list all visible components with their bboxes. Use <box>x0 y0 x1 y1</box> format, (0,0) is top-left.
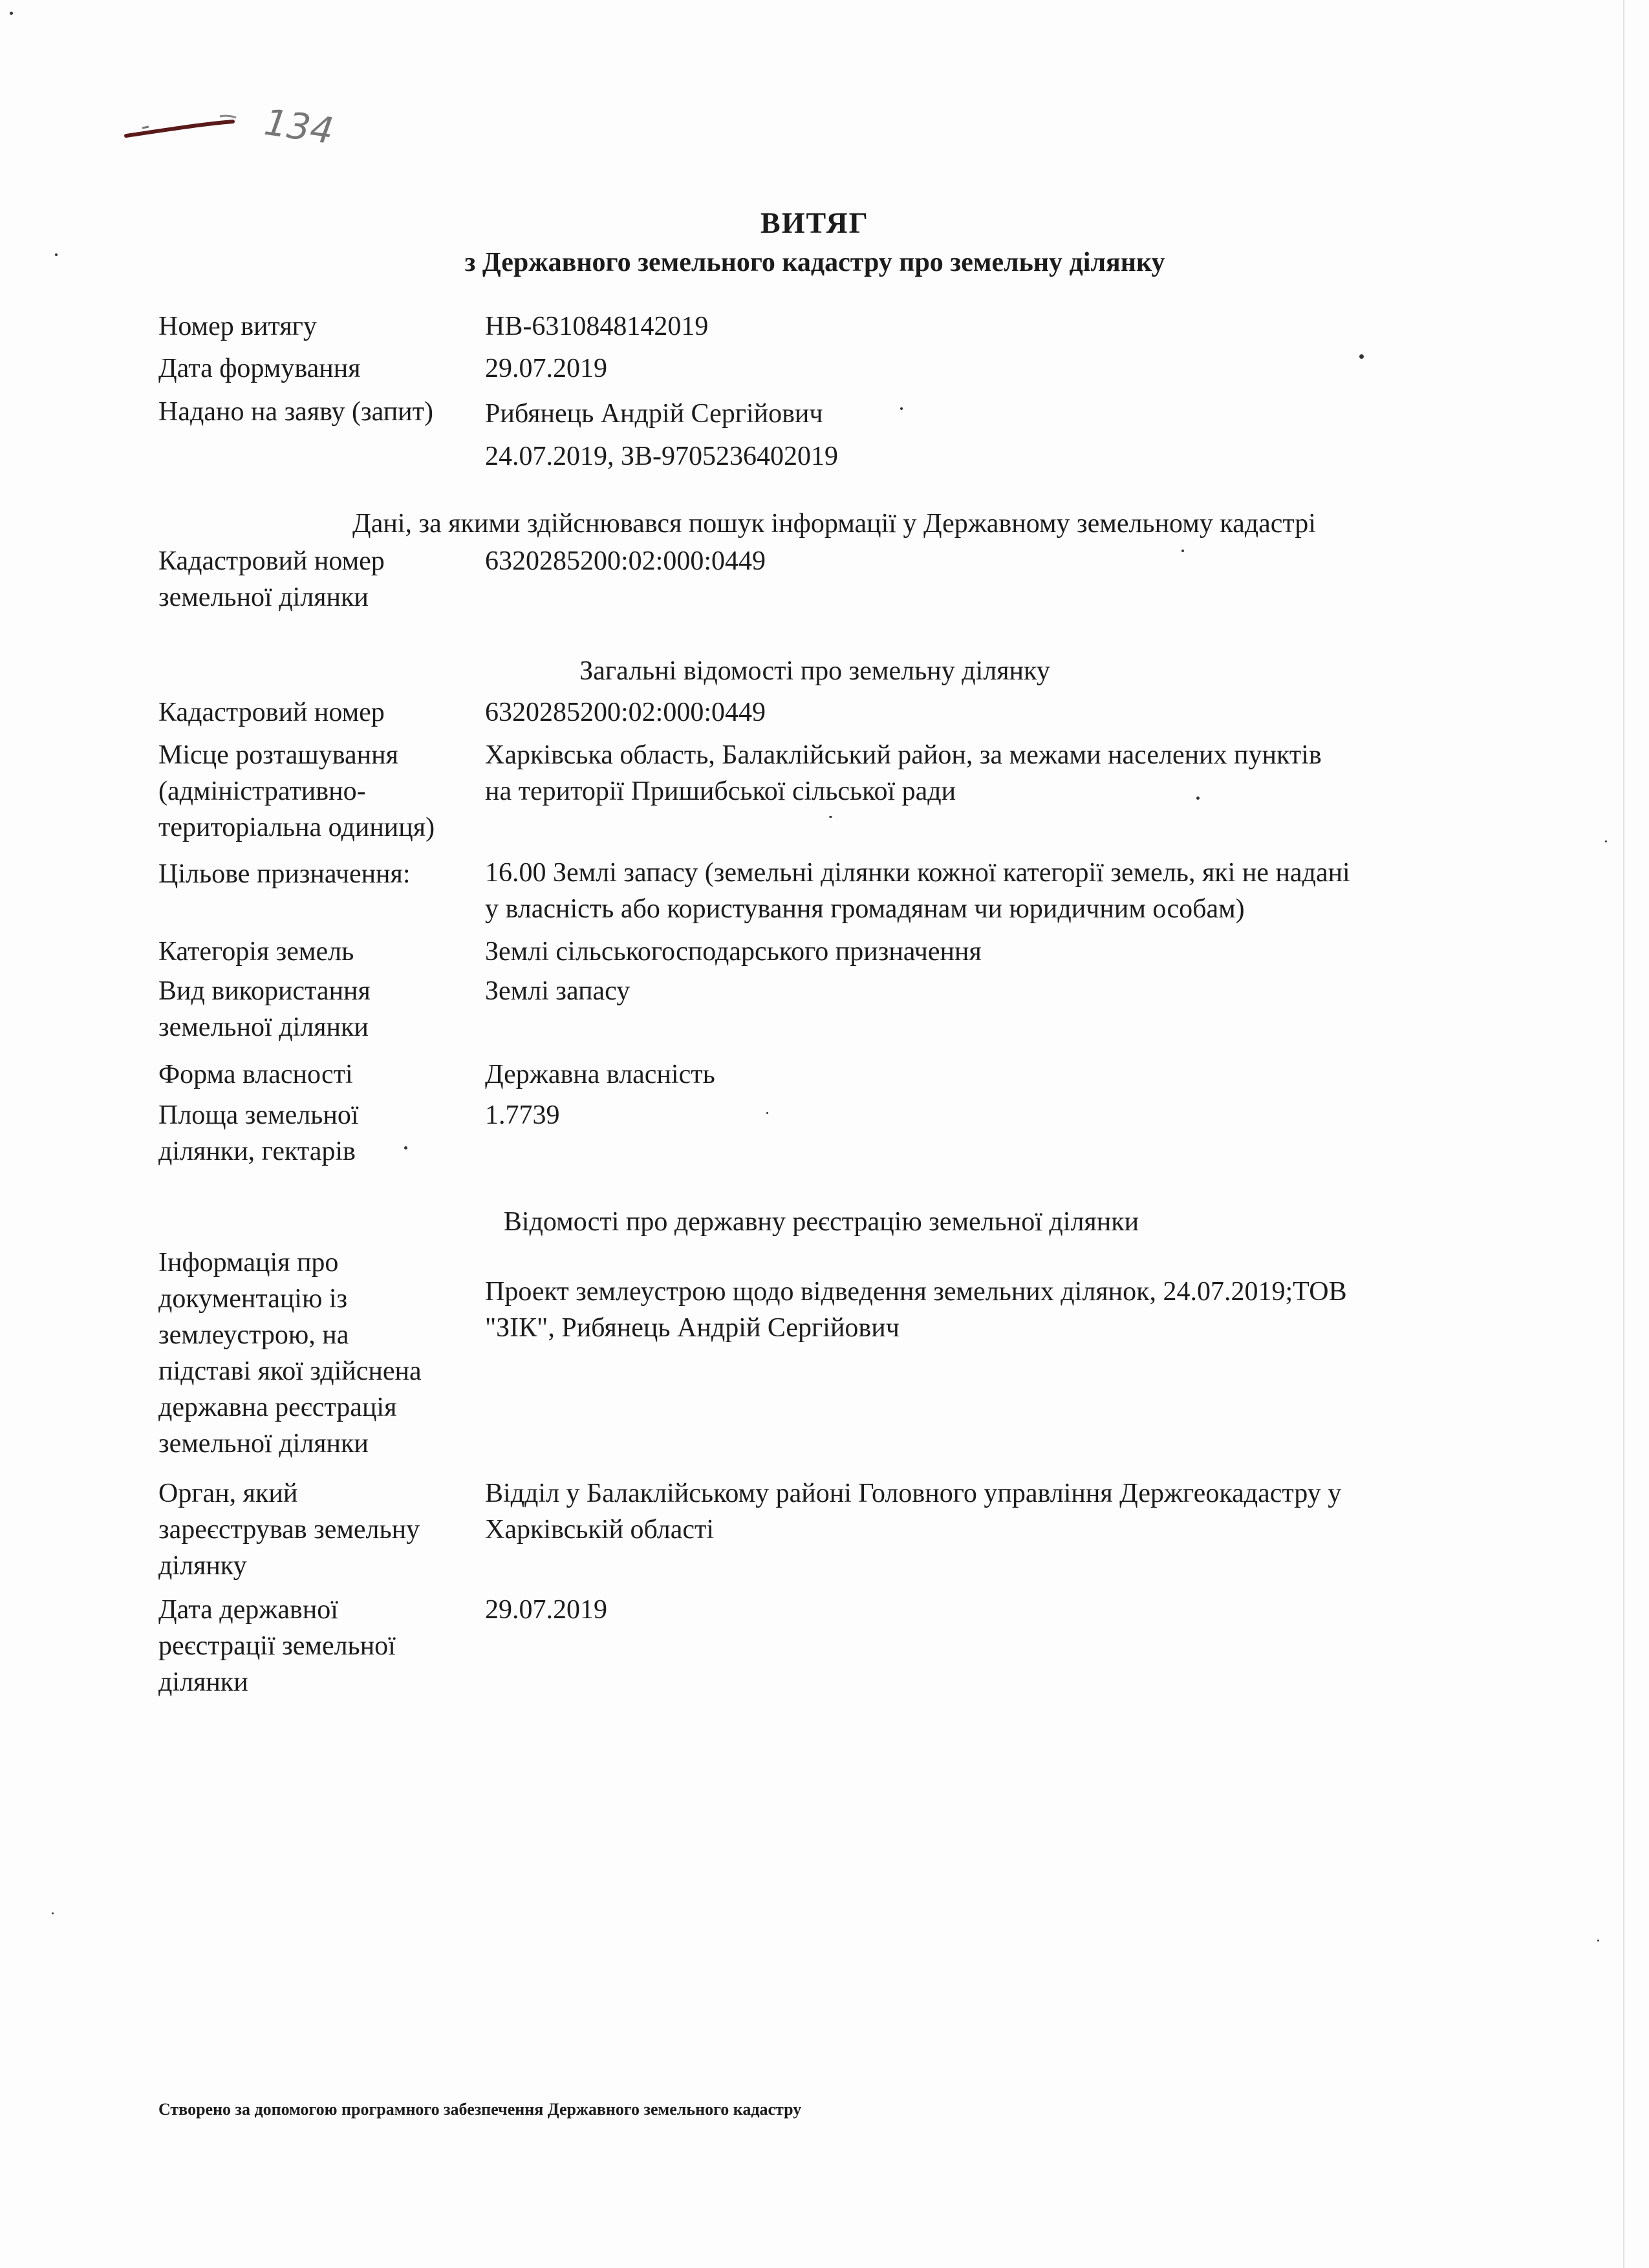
ownership-label: Форма власності <box>158 1060 353 1089</box>
scan-speck <box>1605 840 1607 842</box>
scan-speck <box>1181 550 1184 552</box>
usage-type-row <box>158 973 1510 1051</box>
search-cadastral-value: 6320285200:02:000:0449 <box>485 546 766 576</box>
area-value: 1.7739 <box>485 1100 560 1130</box>
purpose-value: 16.00 Землі запасу (земельні ділянки кожної категорії земель, які не надані у власність або користування громадянам чи юридичним особам) <box>485 858 1350 924</box>
handwritten-number: 134 <box>261 101 336 153</box>
extract-number-value: НВ-6310848142019 <box>485 312 709 341</box>
formation-date-label: Дата формування <box>158 354 361 383</box>
area-row <box>158 1097 1510 1175</box>
land-category-value: Землі сільськогосподарського призначення <box>485 937 982 967</box>
extract-number-label: Номер витягу <box>158 312 317 341</box>
registration-date-row <box>158 1592 1510 1708</box>
general-section-heading: Загальні відомості про земельну ділянку <box>579 656 1050 686</box>
request-row <box>158 392 1510 476</box>
scan-speck <box>1597 1940 1599 1942</box>
cadastral-number-row <box>158 693 1510 732</box>
scan-speck <box>766 1112 768 1114</box>
location-label: Місце розташування (адміністративно- територіальна одиниця) <box>158 740 435 842</box>
scan-speck <box>829 816 832 818</box>
cadastral-number-label: Кадастровий номер <box>158 698 385 727</box>
location-value: Харківська область, Балаклійський район, за межами населених пунктів на території Пришибської сільської ради <box>485 740 1322 806</box>
cadastral-number-value: 6320285200:02:000:0449 <box>485 698 766 727</box>
usage-type-value: Землі запасу <box>485 976 630 1006</box>
scan-speck <box>10 12 13 15</box>
document-title: ВИТЯГ <box>760 206 869 239</box>
scan-edge <box>1623 0 1624 2268</box>
registration-section-heading: Відомості про державну реєстрацію земельної ділянки <box>503 1207 1139 1237</box>
handwritten-mark <box>123 97 356 155</box>
registering-body-value: Відділ у Балаклійському районі Головного управління Держгеокадастру у Харківській області <box>485 1479 1342 1545</box>
purpose-label: Цільове призначення: <box>158 859 411 889</box>
footer-note: Створено за допомогою програмного забезпечення Державного земельного кадастру <box>158 2100 802 2119</box>
registration-date-value: 29.07.2019 <box>485 1595 607 1625</box>
handwritten-page-number <box>123 97 356 155</box>
request-label: Надано на заяву (запит) <box>158 397 433 427</box>
scan-speck <box>1196 797 1200 800</box>
land-category-row <box>158 932 1510 971</box>
search-cadastral-row <box>158 543 1510 621</box>
documentation-value: Проект землеустрою щодо відведення земельних ділянок, 24.07.2019;ТОВ "ЗІК", Рибянець Андрій Сергійович <box>485 1277 1347 1343</box>
registering-body-row <box>158 1475 1510 1592</box>
location-row <box>158 737 1510 853</box>
usage-type-label: Вид використання земельної ділянки <box>158 976 371 1042</box>
formation-date-row <box>158 349 1510 388</box>
document-subtitle: з Державного земельного кадастру про земельну ділянку <box>464 248 1165 277</box>
scan-speck <box>55 253 58 256</box>
request-value: Рибянець Андрій Сергійович 24.07.2019, ЗВ-9705236402019 <box>485 399 839 471</box>
land-category-label: Категорія земель <box>158 937 354 967</box>
scan-speck <box>900 407 903 410</box>
search-section-heading: Дані, за якими здійснювався пошук інформації у Державному земельному кадастрі <box>352 509 1316 539</box>
scan-speck <box>1359 354 1364 359</box>
documentation-row <box>158 1245 1510 1471</box>
registering-body-label: Орган, який зареєстрував земельну ділянку <box>158 1479 420 1581</box>
formation-date-value: 29.07.2019 <box>485 354 607 383</box>
ownership-value: Державна власність <box>485 1060 715 1089</box>
scan-speck <box>52 1912 54 1914</box>
registration-date-label: Дата державної реєстрації земельної ділянки <box>158 1595 396 1697</box>
extract-number-row <box>158 307 1510 346</box>
search-cadastral-label: Кадастровий номер земельної ділянки <box>158 546 385 612</box>
area-label: Площа земельної ділянки, гектарів <box>158 1100 359 1166</box>
purpose-row <box>158 855 1510 932</box>
ownership-row <box>158 1055 1510 1094</box>
scan-speck <box>404 1146 407 1150</box>
documentation-label: Інформація про документацію із землеустрою, на підставі якої здійснена державна реєстрація земельної ділянки <box>158 1248 422 1459</box>
